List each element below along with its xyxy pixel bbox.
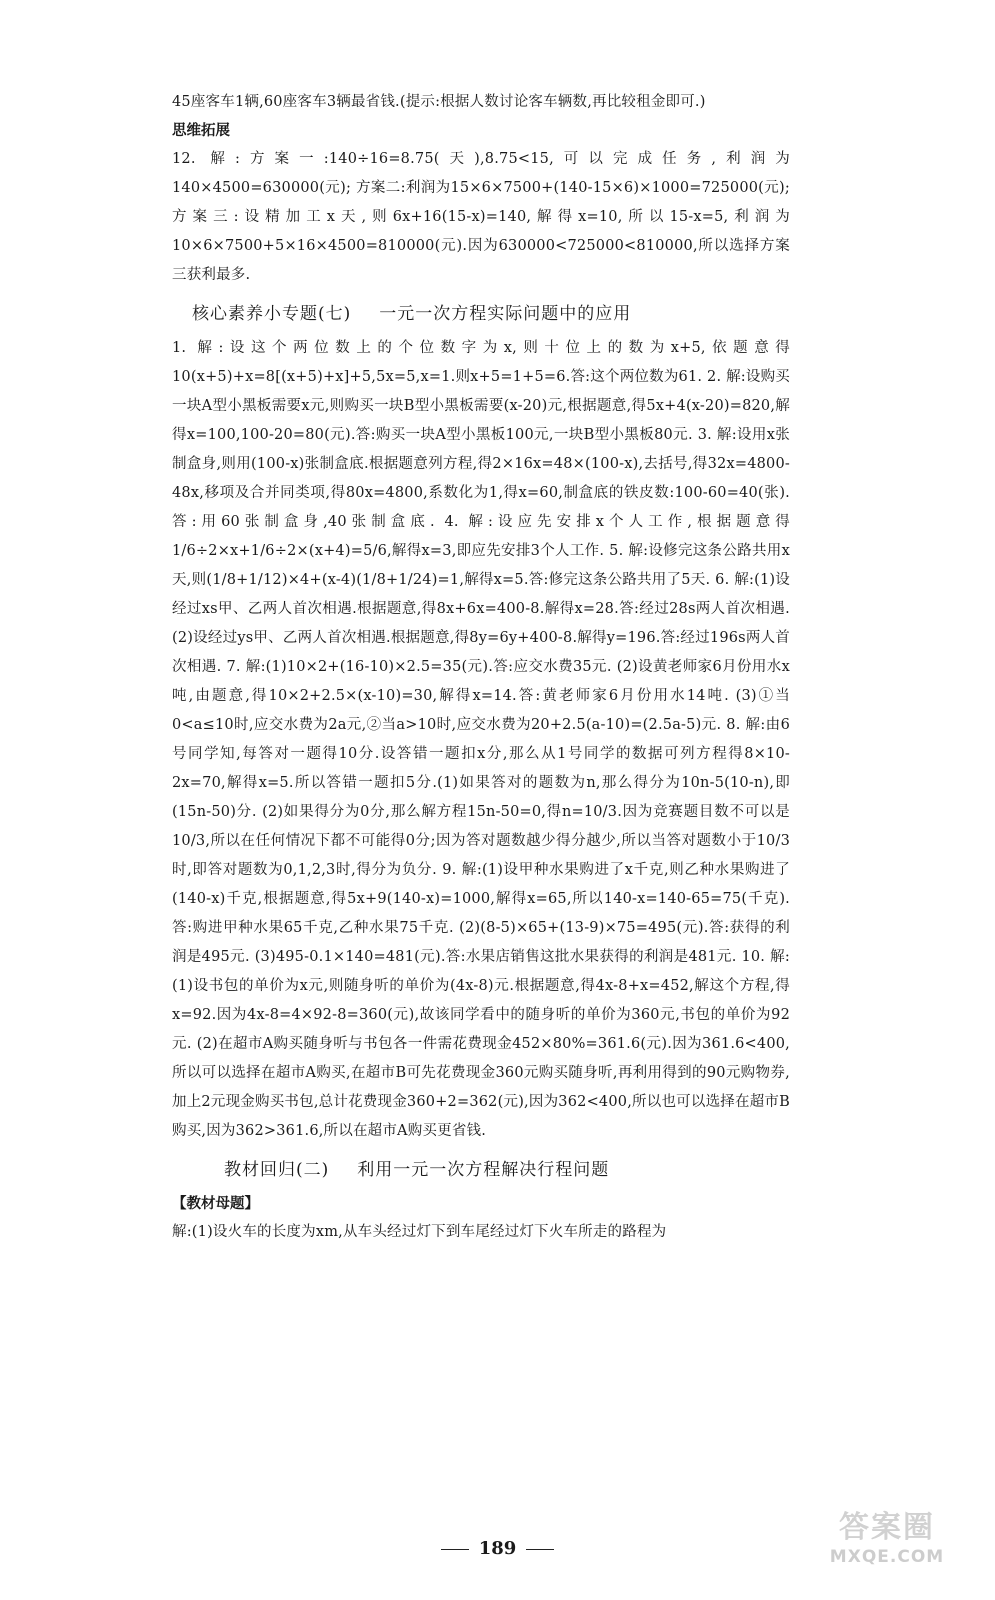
page-number-dash-left [441,1549,469,1550]
section-title-textbook-return-a: 教材回归(二) [224,1160,330,1180]
paragraph-q12: 12. 解:方案一:140÷16=8.75(天),8.75<15,可以完成任务,利润为140×4500=630000(元); 方案二:利润为15×6×7500+(140-15×6)×1000=725000(元); 方案三:设精加工x天,则6x+16(15-x)=140,解得x=10,所以15-x=5,利润为10×6×7500+5×16×4500=810000(元).因为630000<725000<810000,所以选择方案三获利最多. [172,151,790,283]
watermark-text: 答案圈 [839,1510,935,1545]
section-title-textbook-return [224,1150,790,1190]
watermark-url: MXQE.COM [829,1547,945,1567]
paragraph-answers-1-10: 1. 解:设这个两位数上的个位数字为x,则十位上的数为x+5,依题意得10(x+5)+x=8[(x+5)+x]+5,5x=5,x=1.则x+5=1+5=6.答:这个两位数为61. 2. 解:设购买一块A型小黑板需要x元,则购买一块B型小黑板需要(x-20)元,根据题意,得5x+4(x-20)=820,解得x=100,100-20=80(元).答:购买一块A型小黑板100元,一块B型小黑板80元. 3. 解:设用x张制盒身,则用(100-x)张制盒底.根据题意列方程,得2×16x=48×(100-x),去括号,得32x=4800-48x,移项及合并同类项,得80x=4800,系数化为1,得x=60,制盒底的铁皮数:100-60=40(张).答:用60张制盒身,40张制盒底. 4. 解:设应先安排x个人工作,根据题意得1/6÷2×x+1/6÷2×(x+4)=5/6,解得x=3,即应先安排3个人工作. 5. 解:设修完这条公路共用x天,则(1/8+1/12)×4+(x-4)(1/8+1/24)=1,解得x=5.答:修完这条公路共用了5天. 6. 解:(1)设经过xs甲、乙两人首次相遇.根据题意,得8x+6x=400-8.解得x=28.答:经过28s两人首次相遇. (2)设经过ys甲、乙两人首次相遇.根据题意,得8y=6y+400-8.解得y=196.答:经过196s两人首次相遇. 7. 解:(1)10×2+(16-10)×2.5=35(元).答:应交水费35元. (2)设黄老师家6月份用水x吨,由题意,得10×2+2.5×(x-10)=30,解得x=14.答:黄老师家6月份用水14吨. (3)①当0<a≤10时,应交水费为2a元,②当a>10时,应交水费为20+2.5(a-10)=(2.5a-5)元. 8. 解:由6号同学知,每答对一题得10分.设答错一题扣x分,那么从1号同学的数据可列方程得8×10-2x=70,解得x=5.所以答错一题扣5分.(1)如果答对的题数为n,那么得分为10n-5(10-n),即(15n-50)分. (2)如果得分为0分,那么解方程15n-50=0,得n=10/3.因为竞赛题目数不可以是10/3,所以在任何情况下都不可能得0分;因为答对题数越少得分越少,所以当答对题数小于10/3时,即答对题数为0,1,2,3时,得分为负分. 9. 解:(1)设甲种水果购进了x千克,则乙种水果购进了(140-x)千克,根据题意,得5x+9(140-x)=1000,解得x=65,所以140-x=140-65=75(千克).答:购进甲种水果65千克,乙种水果75千克. (2)(8-5)×65+(13-9)×75=495(元).答:获得的利润是495元. (3)495-0.1×140=481(元).答:水果店销售这批水果获得的利润是481元. 10. 解:(1)设书包的单价为x元,则随身听的单价为(4x-8)元.根据题意,得4x-8+x=452,解这个方程,得x=92.因为4x-8=4×92-8=360(元),故该同学看中的随身听的单价为360元,书包的单价为92元. (2)在超市A购买随身听与书包各一件需花费现金452×80%=361.6(元).因为361.6<400,所以可以选择在超市A购买,在超市B可先花费现金360元购买随身听,再利用得到的90元购物券,加上2元现金购买书包,总计花费现金360+2=362(元),因为362<400,所以也可以选择在超市B购买,因为362>361.6,所以在超市A购买更省钱. [172,340,790,1139]
page-number-dash-right [526,1549,554,1550]
page-number-value: 189 [478,1538,517,1559]
section-title-core-topic-a: 核心素养小专题(七) [192,304,352,324]
paragraph-continued: 45座客车1辆,60座客车3辆最省钱.(提示:根据人数讨论客车辆数,再比较租金即可.) [172,94,706,110]
section-title-core-topic-b: 一元一次方程实际问题中的应用 [379,304,632,324]
textbook-source-tag: 【教材母题】 [172,1195,259,1212]
paragraph-train-solution: 解:(1)设火车的长度为xm,从车头经过灯下到车尾经过灯下火车所走的路程为 [172,1224,667,1240]
section-title-core-topic [192,294,790,334]
section-title-textbook-return-b: 利用一元一次方程解决行程问题 [357,1160,610,1180]
page-content [172,88,790,1247]
watermark-logo [797,1510,977,1580]
heading-thinking-extension: 思维拓展 [172,122,230,139]
